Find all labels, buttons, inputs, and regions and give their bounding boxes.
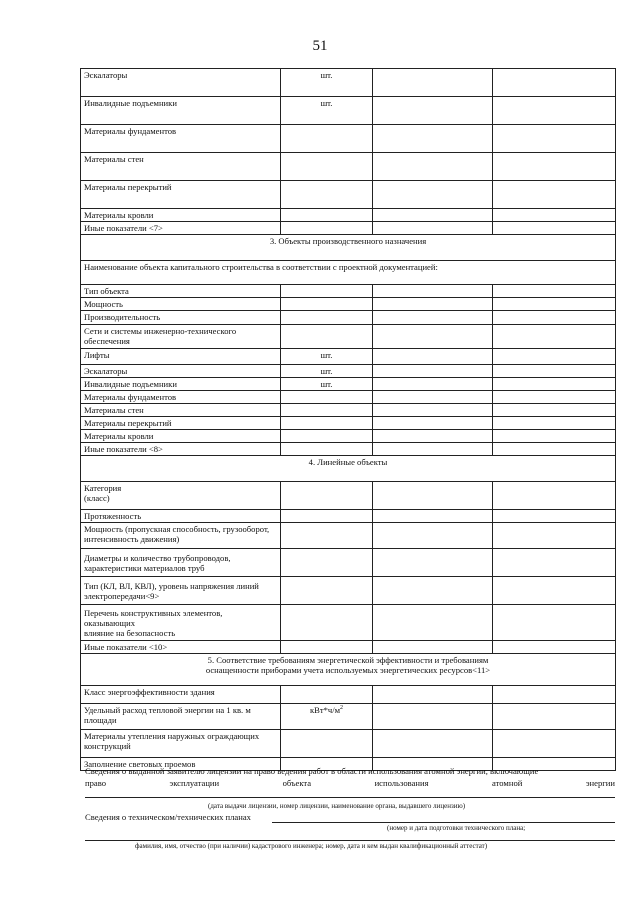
row-label: Эскалаторы: [81, 69, 281, 97]
value-cell[interactable]: [373, 349, 493, 365]
engineer-caption: фамилия, имя, отчество (при наличии) кадастрового инженера; номер, дата и кем выдан квалификационный аттестат): [135, 842, 488, 850]
value-cell[interactable]: [493, 686, 616, 704]
row-unit: [281, 311, 373, 325]
value-cell[interactable]: [281, 549, 373, 577]
value-cell[interactable]: [373, 391, 493, 404]
row-label: Материалы фундаментов: [81, 391, 281, 404]
value-cell[interactable]: [373, 686, 493, 704]
license-word: энергии: [585, 778, 615, 788]
table-row: [81, 605, 616, 641]
row-label: Диаметры и количество трубопроводов, характеристики материалов труб: [81, 549, 281, 577]
value-cell[interactable]: [493, 482, 616, 510]
section-header-row: [81, 456, 616, 482]
value-cell[interactable]: [373, 378, 493, 391]
row-unit: [281, 730, 373, 758]
section-5-title-line1: 5. Соответствие требованиям энергетической эффективности и требованиям: [207, 655, 489, 665]
value-cell[interactable]: [281, 577, 373, 605]
plans-input-line[interactable]: [272, 822, 615, 823]
row-label: Материалы стен: [81, 153, 281, 181]
table-row: [81, 523, 616, 549]
table-row: [81, 482, 616, 510]
value-cell[interactable]: [373, 417, 493, 430]
unit-superscript: 2: [340, 705, 344, 712]
value-cell[interactable]: [493, 181, 616, 209]
value-cell[interactable]: [373, 430, 493, 443]
row-unit: [281, 391, 373, 404]
row-label: Эскалаторы: [81, 365, 281, 378]
value-cell[interactable]: [373, 482, 493, 510]
row-label: Материалы фундаментов: [81, 125, 281, 153]
value-cell[interactable]: [373, 605, 493, 641]
value-cell[interactable]: [373, 222, 493, 235]
row-unit: [281, 209, 373, 222]
row-unit: [281, 298, 373, 311]
value-cell[interactable]: [493, 641, 616, 654]
value-cell[interactable]: [493, 704, 616, 730]
row-label: Тип (КЛ, ВЛ, КВЛ), уровень напряжения линий электропередачи<9>: [81, 577, 281, 605]
value-cell[interactable]: [373, 404, 493, 417]
value-cell[interactable]: [373, 285, 493, 298]
table-row: [81, 298, 616, 311]
row-label: Перечень конструктивных элементов, оказывающих влияние на безопасность: [81, 605, 281, 641]
value-cell[interactable]: [493, 391, 616, 404]
row-label: Сети и системы инженерно-технического обеспечения: [81, 325, 281, 349]
value-cell[interactable]: [493, 311, 616, 325]
row-unit: [281, 404, 373, 417]
table-row: [81, 641, 616, 654]
plans-text: Сведения о техническом/технических планах: [85, 812, 251, 822]
value-cell[interactable]: [493, 285, 616, 298]
value-cell[interactable]: [373, 641, 493, 654]
table-row: [81, 704, 616, 730]
value-cell[interactable]: [373, 311, 493, 325]
value-cell[interactable]: [493, 298, 616, 311]
value-cell[interactable]: [493, 417, 616, 430]
section-header-row: [81, 654, 616, 686]
license-word: использования: [374, 778, 429, 788]
value-cell[interactable]: [373, 730, 493, 758]
table-row: [81, 325, 616, 349]
table-row: [81, 686, 616, 704]
value-cell[interactable]: [281, 641, 373, 654]
table-row: [81, 430, 616, 443]
value-cell[interactable]: [493, 325, 616, 349]
row-label: Инвалидные подъемники: [81, 378, 281, 391]
value-cell[interactable]: [373, 549, 493, 577]
license-word: право: [85, 778, 107, 788]
row-label: Заполнение световых проемов: [81, 758, 281, 771]
value-cell[interactable]: [493, 549, 616, 577]
table-row: [81, 222, 616, 235]
table-row: [81, 97, 616, 125]
value-cell[interactable]: [493, 365, 616, 378]
value-cell[interactable]: [373, 97, 493, 125]
section-5-title: [81, 654, 616, 686]
value-cell[interactable]: [373, 365, 493, 378]
row-label: Мощность: [81, 298, 281, 311]
row-label: Иные показатели <10>: [81, 641, 281, 654]
row-label: Материалы перекрытий: [81, 417, 281, 430]
row-label: Удельный расход тепловой энергии на 1 кв. м площади: [81, 704, 281, 730]
value-cell[interactable]: [373, 181, 493, 209]
table-row: [81, 417, 616, 430]
page-number: 51: [312, 38, 328, 54]
row-unit: [281, 686, 373, 704]
value-cell[interactable]: [373, 125, 493, 153]
value-cell[interactable]: [493, 443, 616, 456]
row-label: Производительность: [81, 311, 281, 325]
value-cell[interactable]: [373, 577, 493, 605]
value-cell[interactable]: [373, 298, 493, 311]
table-row: [81, 349, 616, 365]
row-unit: [281, 125, 373, 153]
row-label: Материалы утепления наружных ограждающих конструкций: [81, 730, 281, 758]
unit-text: кВт*ч/м: [309, 705, 341, 715]
row-unit: [281, 704, 373, 730]
table-row: [81, 69, 616, 97]
table-row: [81, 209, 616, 222]
table-row: [81, 125, 616, 153]
table-row: [81, 404, 616, 417]
row-unit: шт.: [281, 378, 373, 391]
section-3-name-label: Наименование объекта капитального строительства в соответствии с проектной документацией:: [81, 261, 616, 285]
table-row: [81, 153, 616, 181]
license-word: объекта: [282, 778, 312, 788]
value-cell[interactable]: [281, 523, 373, 549]
row-label: Протяженность: [81, 510, 281, 523]
table-row: [81, 549, 616, 577]
value-cell[interactable]: [493, 577, 616, 605]
value-cell[interactable]: [493, 510, 616, 523]
row-label: Материалы перекрытий: [81, 181, 281, 209]
value-cell[interactable]: [493, 378, 616, 391]
section-5-title-line2: оснащенности приборами учета используемых энергетических ресурсов<11>: [205, 665, 491, 675]
row-unit: шт.: [281, 365, 373, 378]
value-cell[interactable]: [493, 430, 616, 443]
row-unit: шт.: [281, 349, 373, 365]
value-cell[interactable]: [493, 69, 616, 97]
row-label: Класс энергоэффективности здания: [81, 686, 281, 704]
value-cell[interactable]: [373, 704, 493, 730]
value-cell[interactable]: [493, 153, 616, 181]
row-unit: [281, 430, 373, 443]
value-cell[interactable]: [373, 443, 493, 456]
value-cell[interactable]: [373, 523, 493, 549]
section-header-row: [81, 235, 616, 261]
value-cell[interactable]: [373, 153, 493, 181]
value-cell[interactable]: [493, 209, 616, 222]
value-cell[interactable]: [493, 523, 616, 549]
table-row: [81, 181, 616, 209]
row-unit: [281, 222, 373, 235]
license-word: атомной: [492, 778, 523, 788]
table-row: [81, 391, 616, 404]
row-unit: [281, 443, 373, 456]
value-cell[interactable]: [281, 605, 373, 641]
value-cell[interactable]: [493, 605, 616, 641]
table-row: [81, 577, 616, 605]
value-cell[interactable]: [493, 125, 616, 153]
row-unit: [281, 417, 373, 430]
engineer-input-line[interactable]: [85, 840, 615, 841]
value-cell[interactable]: [493, 349, 616, 365]
row-label: Иные показатели <7>: [81, 222, 281, 235]
license-text: Сведения о выданной заявителю лицензии на право ведения работ в области использования атомной энергии, включающие: [85, 766, 539, 776]
row-unit: [281, 325, 373, 349]
value-cell[interactable]: [281, 510, 373, 523]
row-unit: [281, 153, 373, 181]
row-unit: [281, 285, 373, 298]
plans-caption: (номер и дата подготовки технического плана;: [387, 824, 526, 832]
table-row: [81, 311, 616, 325]
value-cell[interactable]: [493, 730, 616, 758]
row-label: Материалы кровли: [81, 430, 281, 443]
license-caption: (дата выдачи лицензии, номер лицензии, наименование органа, выдавшего лицензию): [208, 802, 466, 810]
row-label: Материалы стен: [81, 404, 281, 417]
row-label: Тип объекта: [81, 285, 281, 298]
row-unit: [281, 181, 373, 209]
table-row: [81, 365, 616, 378]
value-cell[interactable]: [373, 209, 493, 222]
row-label: Мощность (пропускная способность, грузооборот, интенсивность движения): [81, 523, 281, 549]
row-label: Материалы кровли: [81, 209, 281, 222]
value-cell[interactable]: [373, 325, 493, 349]
value-cell[interactable]: [493, 97, 616, 125]
row-label: Инвалидные подъемники: [81, 97, 281, 125]
section-4-title: 4. Линейные объекты: [81, 456, 616, 482]
license-input-line[interactable]: [85, 797, 615, 798]
row-unit: шт.: [281, 97, 373, 125]
row-unit: шт.: [281, 69, 373, 97]
value-cell[interactable]: [281, 482, 373, 510]
value-cell[interactable]: [373, 69, 493, 97]
license-line2: [85, 778, 615, 788]
table-row: [81, 285, 616, 298]
value-cell[interactable]: [493, 404, 616, 417]
table-row: [81, 510, 616, 523]
table-row: [81, 730, 616, 758]
value-cell[interactable]: [493, 222, 616, 235]
section-3-title: 3. Объекты производственного назначения: [81, 235, 616, 261]
row-label: Категория (класс): [81, 482, 281, 510]
row-label: Лифты: [81, 349, 281, 365]
row-label: Иные показатели <8>: [81, 443, 281, 456]
section-name-row: [81, 261, 616, 285]
license-word: эксплуатации: [169, 778, 220, 788]
form-table: [80, 68, 616, 771]
value-cell[interactable]: [373, 510, 493, 523]
table-row: [81, 378, 616, 391]
table-row: [81, 443, 616, 456]
